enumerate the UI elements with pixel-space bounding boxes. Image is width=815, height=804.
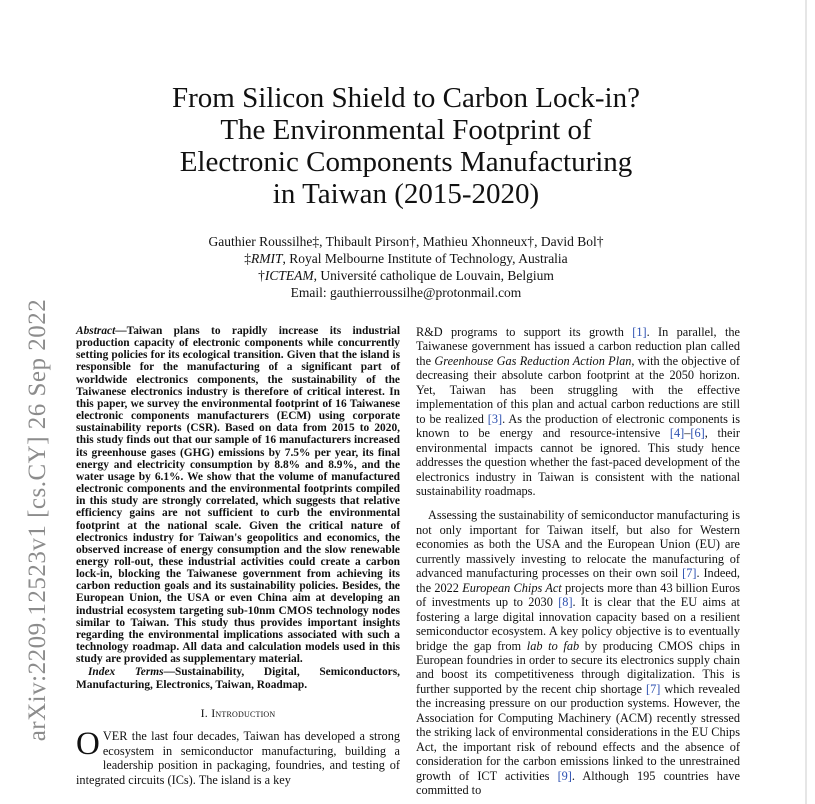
body-text: projects more than 43 billion Euros of investments up to 2030 xyxy=(416,580,740,610)
drop-cap: O xyxy=(76,726,100,763)
body-text: – xyxy=(684,426,691,441)
affiliation-icteam xyxy=(100,267,712,284)
paper-title xyxy=(100,82,712,210)
citation-link[interactable]: [9] xyxy=(557,768,572,783)
citation-link[interactable]: [3] xyxy=(487,411,503,426)
arxiv-stamp: arXiv:2209.12523v1 [cs.CY] 26 Sep 2022 xyxy=(24,298,51,742)
section-heading-introduction xyxy=(76,706,400,720)
body-text: . As the production of electronic components is known to be energy and resource-intensive xyxy=(416,411,740,441)
section-title: Introduction xyxy=(211,705,276,720)
body-text: . It is clear that the EU aims at fostering a large digital innovation capacity based on a resilient semiconductor ecosystem. A key policy objective is to eventually bridge the gap from xyxy=(416,595,740,653)
body-text: R&D programs to support its growth xyxy=(416,325,633,339)
author-names: Gauthier Roussilhe‡, Thibault Pirson†, Mathieu Xhonneux†, David Bol† xyxy=(208,234,604,249)
italic-term: lab to fab xyxy=(526,638,580,653)
citation-link[interactable]: [7] xyxy=(682,566,697,581)
citation-link[interactable]: [7] xyxy=(646,681,661,696)
index-terms-text: —Sustainability, Digital, Semiconductors, Manufacturing, Electronics, Taiwan, Roadmap. xyxy=(76,666,400,691)
right-column xyxy=(416,325,740,798)
body-text: Assessing the sustainability of semiconductor manufacturing is not only important for Taiwan itself, but also for Western economies as both the USA and the European Union (EU) are currently massively investing to relocate the manufacturing of advanced manufacturing processes on their own soil xyxy=(416,508,740,581)
citation-link[interactable]: [4] xyxy=(669,426,685,441)
title-line: From Silicon Shield to Carbon Lock-in? xyxy=(172,82,640,114)
citation-link[interactable]: [1] xyxy=(632,325,647,339)
left-column xyxy=(76,325,400,787)
page-edge-rule xyxy=(805,0,807,804)
affiliation-name: RMIT xyxy=(251,251,283,266)
citation-link[interactable]: [6] xyxy=(690,426,705,441)
title-line: in Taiwan (2015-2020) xyxy=(272,178,540,210)
citation-link[interactable]: [8] xyxy=(558,595,573,610)
affiliation-mark: ‡ xyxy=(244,251,252,266)
abstract-text: —Taiwan plans to rapidly increase its industrial production capacity of electronic components while concurrently setting policies for its ecological transition. Given that the island is responsible for the manufacturing of a significant part of worldwide electronics components, the sustainability of the Taiwanese electronics industry is therefore of critical interest. In this paper, we survey the environmental footprint of 16 Taiwanese electronic components manufacturers (ECM) using corporate sustainability reports (CSR). Based on data from 2015 to 2020, this study finds out that our sample of 16 manufacturers increased its greenhouse gases (GHG) emissions by 7.5% per year, its final energy and electricity consumption by 8.8% and 8.9%, and the water usage by 6.1%. We show that the volume of manufactured electronic components and the environmental footprints compiled in this study are strongly correlated, which suggests that relative efficiency gains are not sufficient to curb the environmental footprint at the national scale. Given the critical nature of electronics industry for Taiwan's geopolitics and economics, the observed increase of energy consumption and the slow renewable energy roll-out, these industrial activities could create a carbon lock-in, blocking the Taiwanese government from achieving its carbon reduction goals and its sustainability policies. Besides, the European Union, the USA or even China aim at developing an industrial ecosystem targeting sub-10nm CMOS technology nodes similar to Taiwan. This study thus provides important insights regarding the environmental implications associated with such a technology roadmap. All data and calculation models used in this study are provided as supplementary material. xyxy=(76,325,400,666)
body-text: . Indeed, the 2022 xyxy=(416,566,740,595)
italic-term: European Chips Act xyxy=(462,580,562,595)
body-text: which revealed the increasing pressure on our production systems. However, the Association for Computing Machinery (ACM) recently stressed the striking lack of environmental considerations in the EU Chips Act, the important risk of rebound effects and the absence of consideration for the carbon emissions linked to the unrestrained growth of ICT activities xyxy=(416,681,740,783)
italic-term: Greenhouse Gas Reduction Action Plan xyxy=(434,353,632,368)
paragraph-assessing xyxy=(416,508,740,797)
affiliation-mark: † xyxy=(258,268,265,283)
title-line: The Environmental Footprint of xyxy=(220,114,592,146)
index-terms xyxy=(76,666,400,690)
affiliation-rmit xyxy=(100,250,712,267)
intro-paragraph xyxy=(76,726,400,787)
index-terms-label: Index Terms xyxy=(88,666,164,679)
paragraph-rd-programs xyxy=(416,325,740,498)
body-text: by producing CMOS chips in European foundries in order to secure its electronics supply chain and boost its competitiveness through digitalization. This is further supported by the recent chip shortage xyxy=(416,638,741,696)
body-text: . Although 195 countries have committed to xyxy=(416,768,740,798)
section-number: I. xyxy=(200,705,212,720)
body-text: . In parallel, the Taiwanese government has issued a carbon reduction plan called the xyxy=(416,325,740,368)
contact-email: Email: gauthierroussilhe@protonmail.com xyxy=(290,285,522,300)
title-line: Electronic Components Manufacturing xyxy=(179,146,633,178)
body-text: , their environmental impacts cannot be ignored. This study hence addresses the question whether the fast-paced development of the electronics industry in Taiwan is consistent with the national sustainability roadmaps. xyxy=(416,426,741,498)
affiliation-text: , Université catholique de Louvain, Belgium xyxy=(313,268,554,283)
intro-first-word: VER xyxy=(102,729,128,744)
intro-text: the last four decades, Taiwan has developed a strong ecosystem in semiconductor manufacturing, building a leadership position in packaging, foundries, and testing of integrated circuits (ICs). The island is a key xyxy=(76,729,400,787)
author-block xyxy=(100,233,712,301)
affiliation-name: ICTEAM xyxy=(264,268,314,283)
affiliation-text: , Royal Melbourne Institute of Technology, Australia xyxy=(282,251,568,266)
abstract xyxy=(76,325,400,665)
abstract-label: Abstract xyxy=(76,325,116,337)
body-text: , with the objective of decreasing their absolute carbon footprint at the 2050 horizon. Yet, Taiwan has been struggling with the effective implementation of this plan and actual carbon reductions are still to be realized xyxy=(416,353,740,426)
